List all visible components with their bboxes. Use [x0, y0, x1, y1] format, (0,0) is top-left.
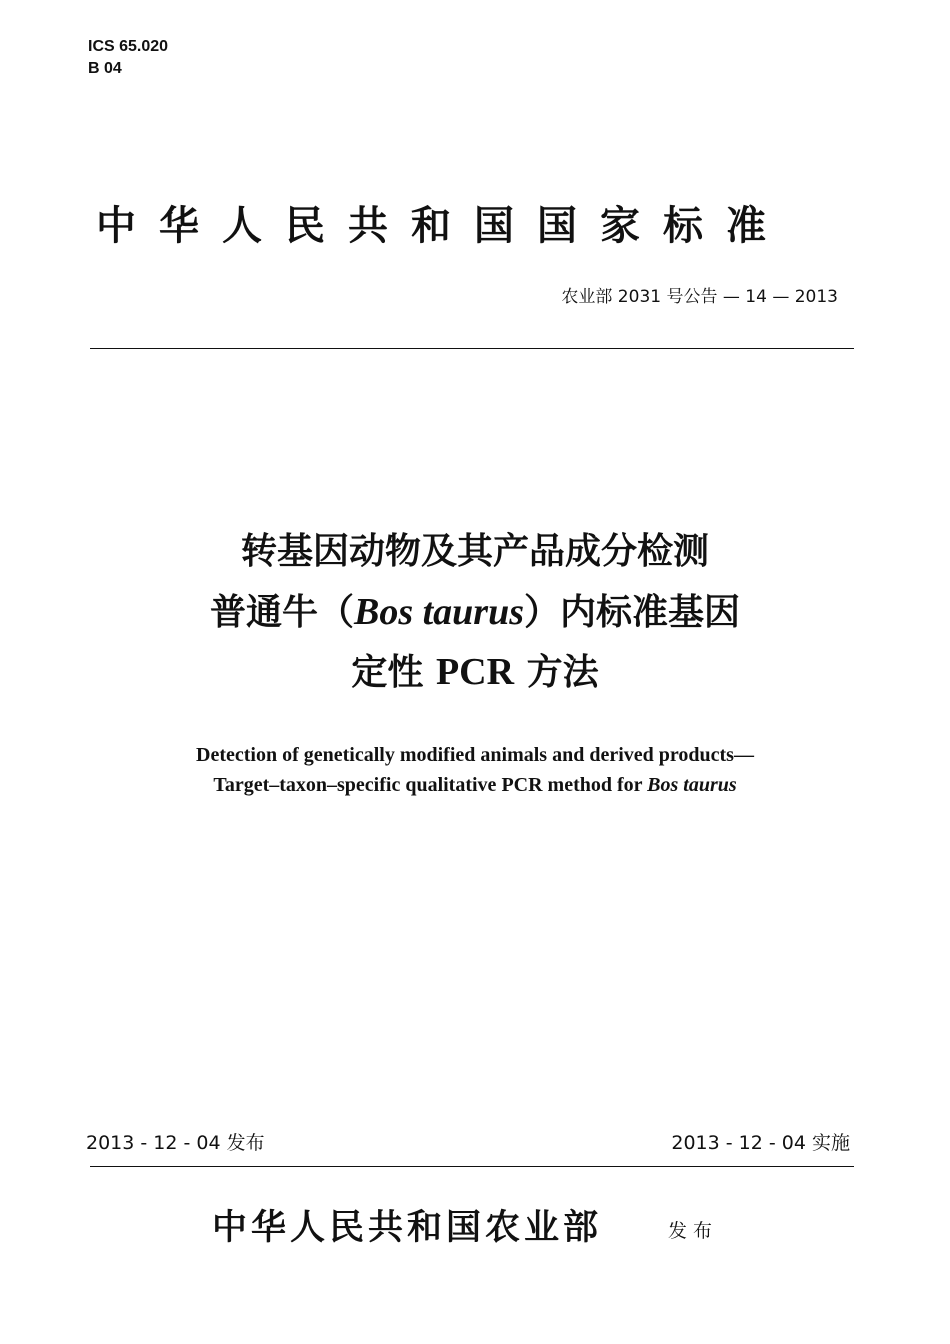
standard-number: 农业部 2031 号公告 — 14 — 2013 — [561, 287, 838, 307]
national-standard-title: 中华人民共和国国家标准 — [96, 203, 789, 249]
publisher-name: 中华人民共和国农业部 — [212, 1207, 603, 1248]
chinese-title-line-1: 转基因动物及其产品成分检测 — [240, 531, 709, 572]
pcr-term: PCR — [435, 651, 515, 693]
publish-label: 发布 — [668, 1220, 719, 1242]
ics-code: ICS 65.020 — [88, 38, 169, 55]
english-title-line-2-prefix: Target–taxon–specific qualitative PCR method for — [213, 774, 648, 796]
chinese-title-line-2 — [0, 588, 950, 637]
chinese-title-line-3-suffix: 方法 — [514, 652, 599, 693]
chinese-title-line-2-suffix: ）内标准基因 — [524, 592, 741, 633]
chinese-title-line-2-prefix: 普通牛（ — [209, 592, 354, 633]
chinese-title-line-3-prefix: 定性 — [351, 652, 436, 693]
classification-code: B 04 — [88, 60, 122, 77]
top-divider — [90, 348, 854, 349]
english-title-line-1: Detection of genetically modified animals and derived products— — [196, 744, 754, 766]
english-species-name: Bos taurus — [647, 774, 737, 796]
issue-date: 2013 - 12 - 04 发布 — [86, 1132, 265, 1154]
implementation-date: 2013 - 12 - 04 实施 — [671, 1132, 850, 1154]
species-latin-name: Bos taurus — [353, 591, 525, 633]
english-title-line-2 — [0, 770, 950, 800]
bottom-divider — [90, 1166, 854, 1167]
chinese-title-line-3 — [0, 648, 950, 697]
